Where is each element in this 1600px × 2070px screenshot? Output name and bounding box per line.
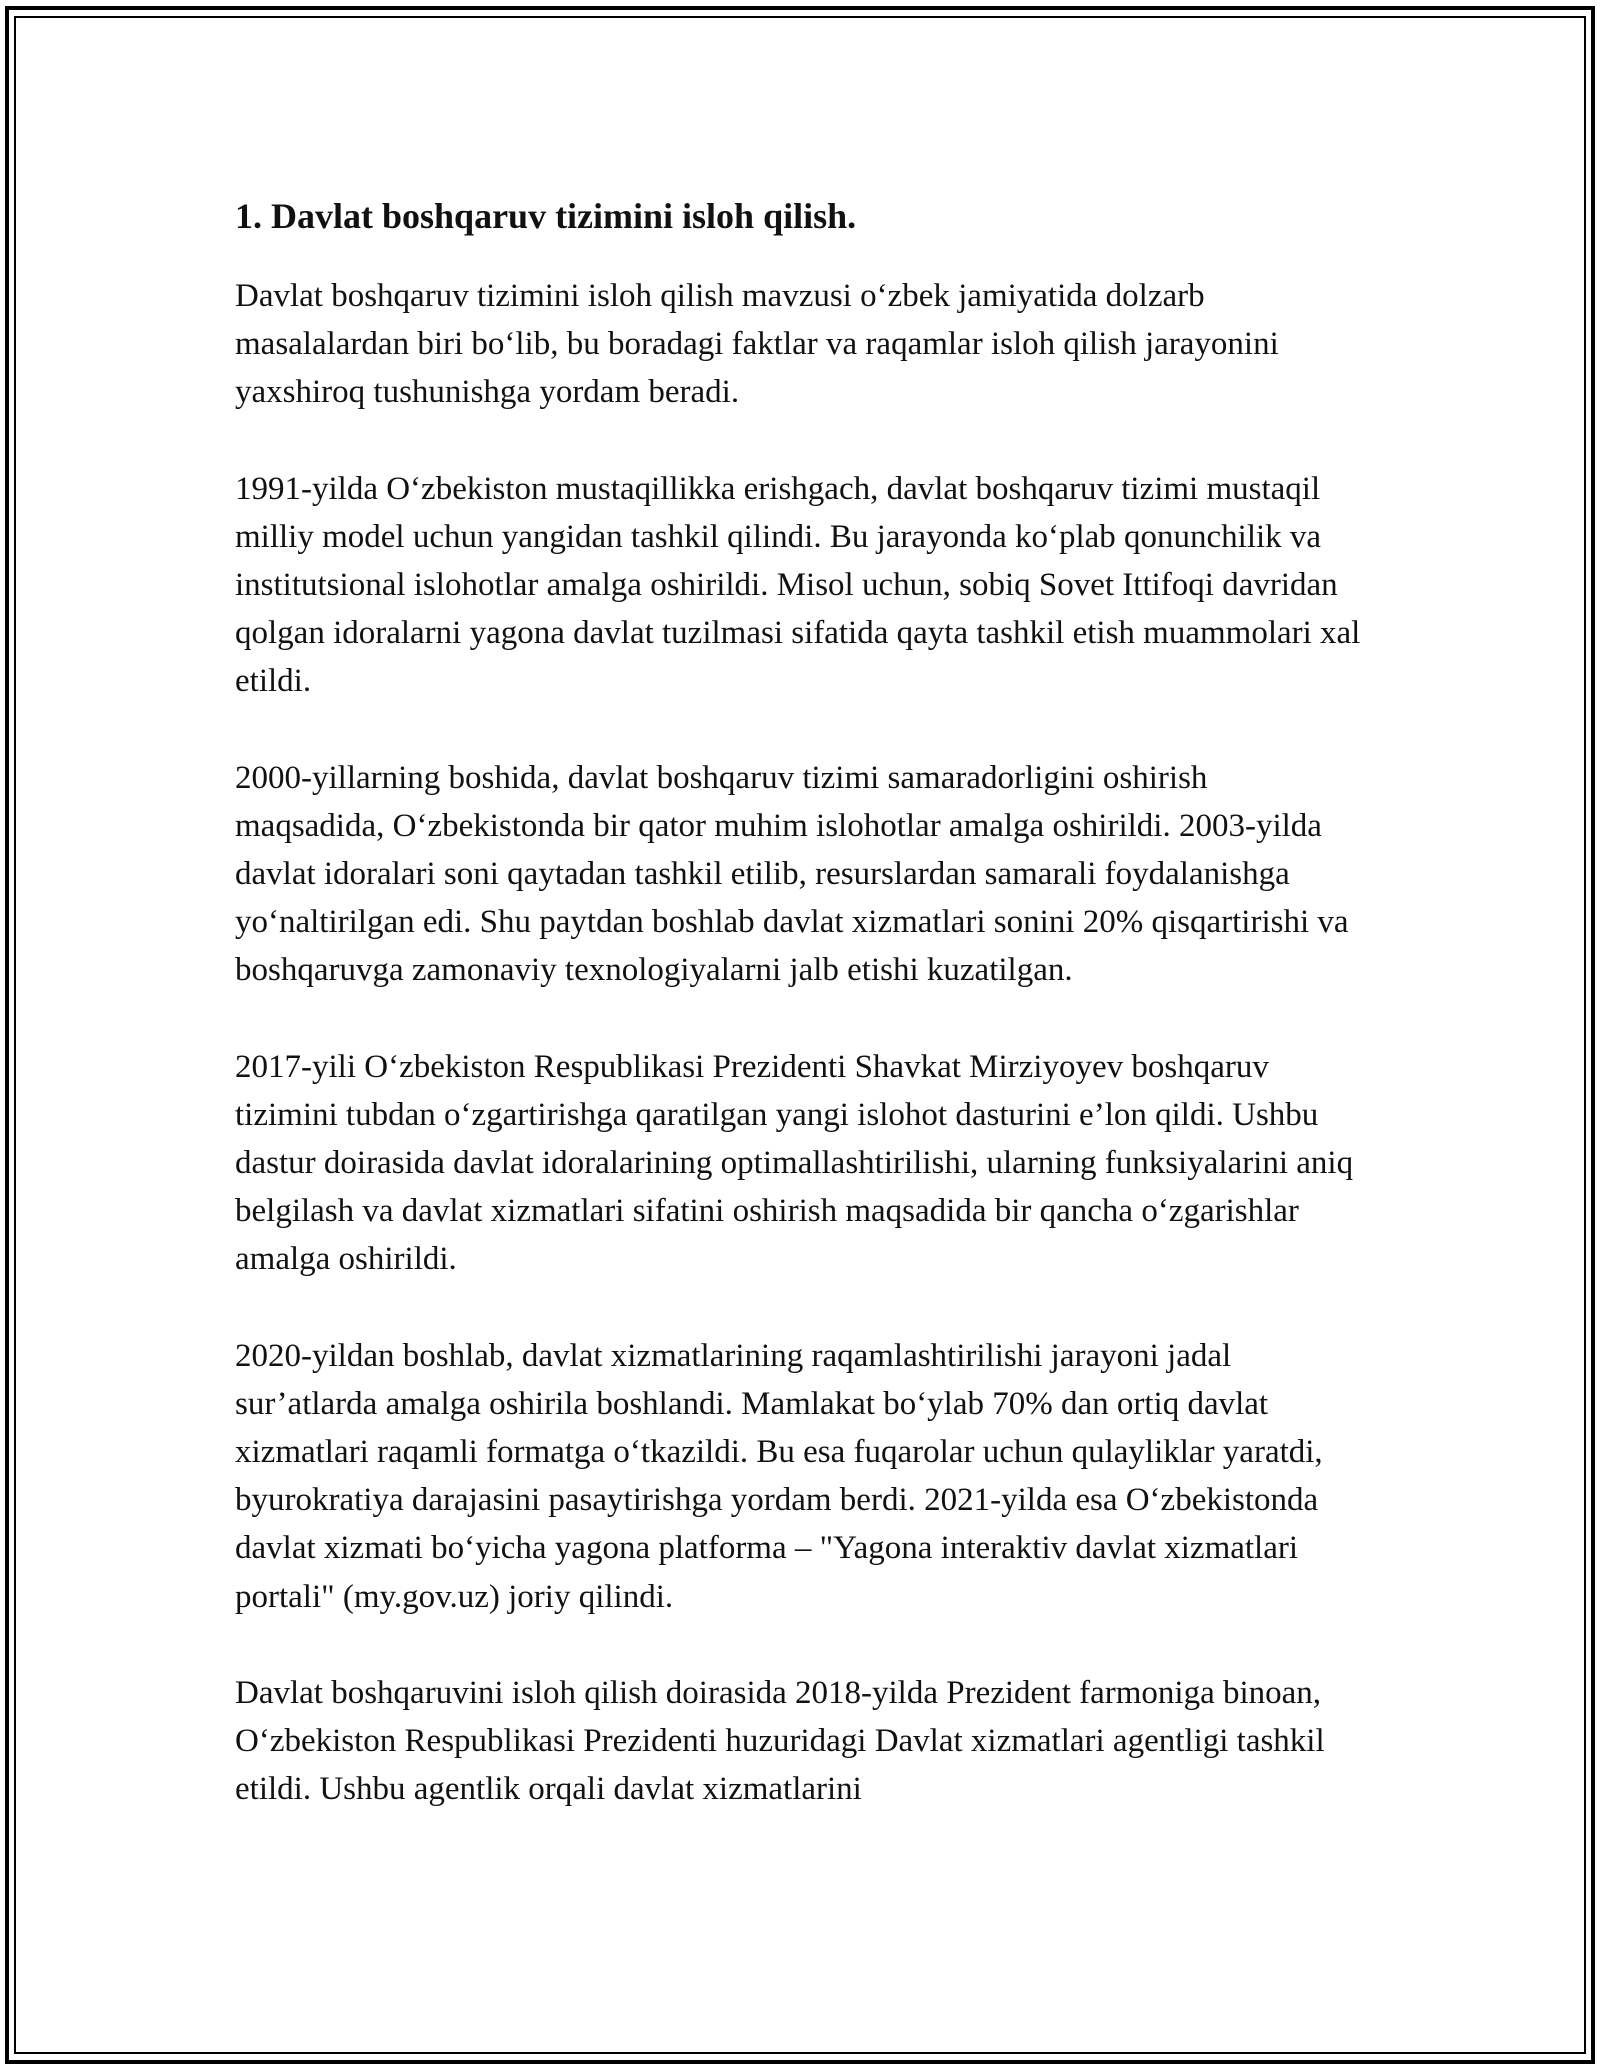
paragraph-2000s: 2000-yillarning boshida, davlat boshqaruv tizimi samaradorligini oshirish maqsadida, O‘zbekistonda bir qator muhim islohotlar amalga oshirildi. 2003-yilda davlat idoralari soni qaytadan tashkil etilib, resurslardan samarali foydalanishga yo‘naltirilgan edi. Shu paytdan boshlab davlat xizmatlari sonini 20% qisqartirishi va boshqaruvga zamonaviy texnologiyalarni jalb etishi kuzatilgan.	[235, 759, 1349, 989]
section-heading: 1. Davlat boshqaruv tizimini isloh qilish.	[235, 196, 857, 236]
paragraph-2017: 2017-yili O‘zbekiston Respublikasi Prezidenti Shavkat Mirziyoyev boshqaruv tizimini tubdan o‘zgartirishga qaratilgan yangi islohot dasturini e’lon qildi. Ushbu dastur doirasida davlat idoralarining optimallashtirilishi, ularning funksiyalarini aniq belgilash va davlat xizmatlari sifatini oshirish maqsadida bir qancha o‘zgarishlar amalga oshirildi.	[235, 1048, 1354, 1278]
paragraph-2020: 2020-yildan boshlab, davlat xizmatlarining raqamlashtirilishi jarayoni jadal sur’atlarda amalga oshirila boshlandi. Mamlakat bo‘ylab 70% dan ortiq davlat xizmatlari raqamli formatga o‘tkazildi. Bu esa fuqarolar uchun qulayliklar yaratdi, byurokratiya darajasini pasaytirishga yordam berdi. 2021-yilda esa O‘zbekistonda davlat xizmati bo‘yicha yagona platforma – "Yagona interaktiv davlat xizmatlari portali" (my.gov.uz) joriy qilindi.	[235, 1337, 1323, 1615]
paragraph-intro: Davlat boshqaruv tizimini isloh qilish mavzusi o‘zbek jamiyatida dolzarb masalalardan biri bo‘lib, bu boradagi faktlar va raqamlar isloh qilish jarayonini yaxshiroq tushunishga yordam beradi.	[235, 278, 1279, 411]
paragraph-1991: 1991-yilda O‘zbekiston mustaqillikka erishgach, davlat boshqaruv tizimi mustaqil milliy model uchun yangidan tashkil qilindi. Bu jarayonda ko‘plab qonunchilik va institutsional islohotlar amalga oshirildi. Misol uchun, sobiq Sovet Ittifoqi davridan qolgan idoralarni yagona davlat tuzilmasi sifatida qayta tashkil etish muammolari xal etildi.	[235, 470, 1361, 700]
document-body	[235, 184, 1365, 1813]
paragraph-2018-agency: Davlat boshqaruvini isloh qilish doirasida 2018-yilda Prezident farmoniga binoan, O‘zbekiston Respublikasi Prezidenti huzuridagi Davlat xizmatlari agentligi tashkil etildi. Ushbu agentlik orqali davlat xizmatlarini	[235, 1674, 1325, 1808]
